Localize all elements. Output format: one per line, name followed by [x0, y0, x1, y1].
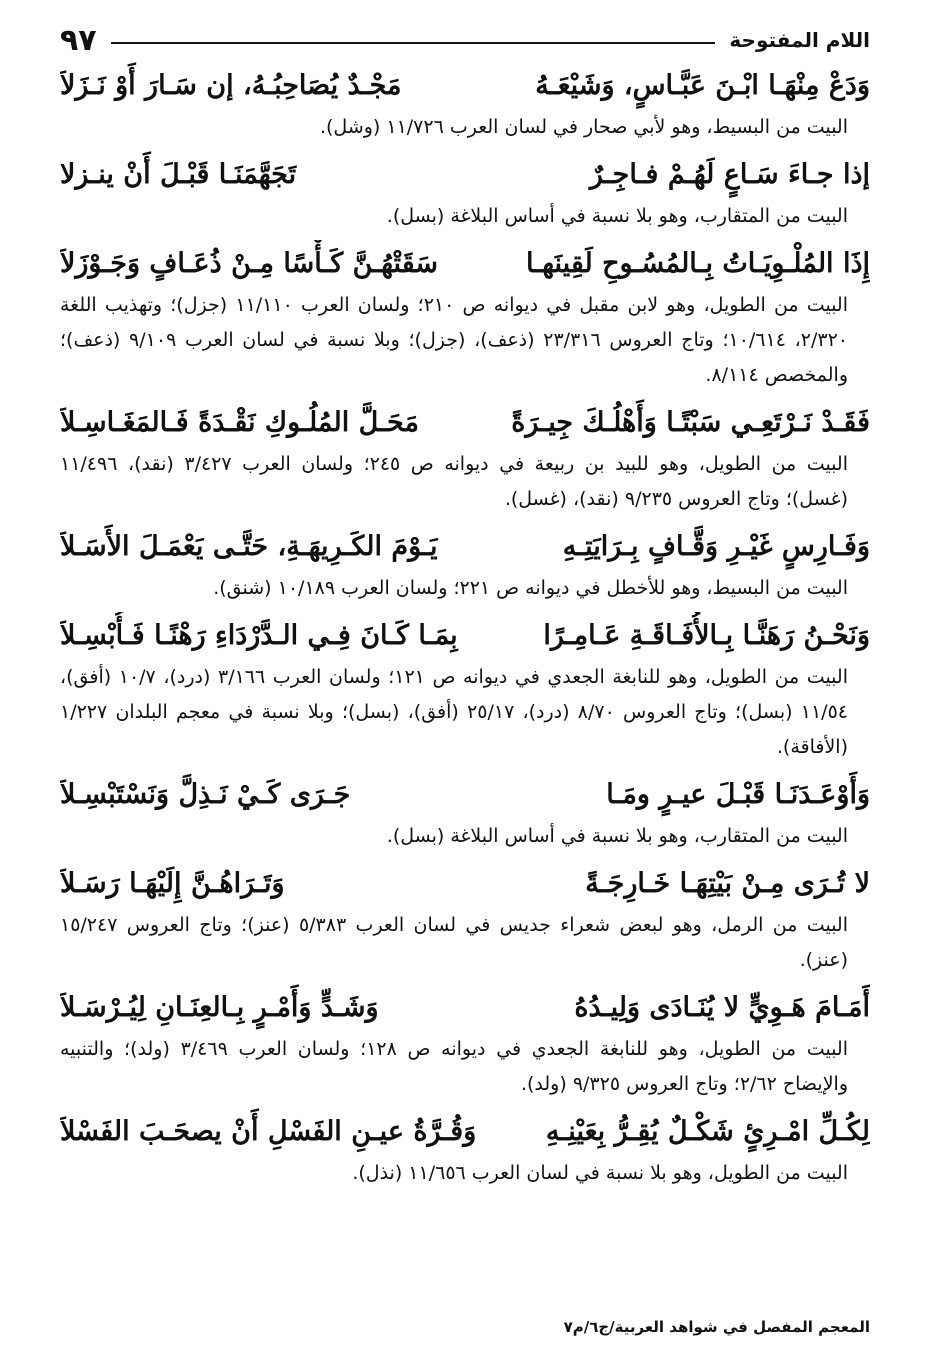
attribution-note: البيت من الطويل، وهو بلا نسبة في لسان العرب ١١/٦٥٦ (نذل). [352, 1162, 848, 1184]
second-hemistich: وَشَـدٍّ وَأَمْـرٍ بِـالعِنَـانِ لِيُـرْسَـلاَ [60, 992, 379, 1023]
second-hemistich: وَتَـرَاهُـنَّ إِلَيْهَـا رَسَـلاَ [60, 868, 285, 899]
second-hemistich: سَقَتْهُـنَّ كَـأْسًا مِـنْ ذُعَـافٍ وَجَـوْزَلاَ [60, 248, 438, 279]
attribution-note: البيت من المتقارب، وهو بلا نسبة في أساس البلاغة (بسل). [386, 825, 848, 847]
first-hemistich: لا تُـرَى مِـنْ بَيْتِهَـا خَـارِجَـةً [585, 868, 870, 899]
first-hemistich: فَقَـدْ نَـرْتَعِـي سَبْتًـا وَأَهْلُـكَ جِيـرَةً [511, 407, 870, 438]
attribution-note: البيت من الطويل، وهو للنابغة الجعدي في ديوانه ص ١٢٨؛ ولسان العرب ٣/٤٦٩ (ولد)؛ والتنبيه والإيضاح ٢/٦٢؛ وتاج العروس ٩/٣٢٥ (ولد). [60, 1038, 848, 1095]
poem-entry [60, 399, 870, 517]
verse-line [60, 612, 870, 660]
verse-line [60, 860, 870, 908]
header-rule [111, 42, 716, 44]
attribution-note: البيت من البسيط، وهو للأخطل في ديوانه ص ٢٢١؛ ولسان العرب ١٠/١٨٩ (شنق). [213, 577, 848, 599]
verse-line [60, 240, 870, 288]
verse-line [60, 399, 870, 447]
poem-entry [60, 612, 870, 765]
verse-line [60, 151, 870, 199]
poem-entry [60, 860, 870, 978]
first-hemistich: أَمَـامَ هَـوِيٍّ لا يُنَـادَى وَلِيـدُهُ [574, 992, 870, 1023]
verse-line [60, 984, 870, 1032]
attribution-note: البيت من الطويل، وهو لابن مقبل في ديوانه ص ٢١٠؛ ولسان العرب ١١/١١٠ (جزل)؛ وتهذيب اللغة ٢/٣٢٠، ١٠/٦١٤؛ وتاج العروس ٢٣/٣١٦ (ذعف)، (جزل)؛ وبلا نسبة في لسان العرب ٩/١٠٩ (ذعف)؛ والمخصص ٨/١١٤. [60, 294, 848, 386]
second-hemistich: مَجْـدٌ يُصَاحِبُـهُ، إن سَـارَ أَوْ نَـزَلاَ [60, 70, 402, 101]
poem-entry [60, 62, 870, 145]
first-hemistich: وَنَحْـنُ رَهَنَّـا بِـالأُفَـاقَـةِ عَـامِـرًا [543, 620, 870, 651]
poem-entry [60, 151, 870, 234]
second-hemistich: جَـرَى كَـيْ نَـذِلَّ وَنَسْتَبْسِـلاَ [60, 779, 351, 810]
book-page [60, 18, 870, 1338]
book-footer-signature: المعجم المفصل في شواهد العربية/ج٦/م٧ [563, 1318, 870, 1336]
second-hemistich: وَقُـرَّةُ عيـنِ الفَسْلِ أَنْ يصحَـبَ الفَسْلاَ [60, 1116, 477, 1147]
second-hemistich: بِمَـا كَـانَ فِـي الـدَّرْدَاءِ رَهْنًـا فَـأُبْسِـلاَ [60, 620, 458, 651]
verse-line [60, 771, 870, 819]
second-hemistich: يَـوْمَ الكَـرِيهَـةِ، حَتَّـى يَعْمَـلَ الأَسَـلاَ [60, 531, 438, 562]
poem-entry [60, 984, 870, 1102]
chapter-title: اللام المفتوحة [729, 28, 870, 52]
first-hemistich: إِذَا المُلْـوِيَـاتُ بِـالمُسُـوحِ لَقِينَهـا [525, 248, 870, 279]
poem-entry [60, 771, 870, 854]
attribution-note: البيت من الرمل، وهو لبعض شعراء جديس في لسان العرب ٥/٣٨٣ (عنز)؛ وتاج العروس ١٥/٢٤٧ (عنز). [60, 914, 848, 971]
second-hemistich: تَجَهَّمَنَـا قَبْـلَ أَنْ ينـزلا [60, 159, 297, 190]
verse-line [60, 523, 870, 571]
attribution-note: البيت من البسيط، وهو لأبي صحار في لسان العرب ١١/٧٢٦ (وشل). [319, 116, 848, 138]
page-header [60, 18, 870, 62]
poem-entry [60, 1108, 870, 1191]
second-hemistich: مَحَـلَّ المُلُـوكِ نَقْـدَةً فَـالمَغَـاسِـلاَ [60, 407, 419, 438]
attribution-note: البيت من المتقارب، وهو بلا نسبة في أساس البلاغة (بسل). [386, 205, 848, 227]
verse-line [60, 1108, 870, 1156]
page-number: ٩٧ [60, 22, 97, 58]
verse-line [60, 62, 870, 110]
first-hemistich: وَدَعْ مِنْهَـا ابْـنَ عَبَّـاسٍ، وَشَيْعَـهُ [535, 70, 870, 101]
attribution-note: البيت من الطويل، وهو للبيد بن ربيعة في ديوانه ص ٢٤٥؛ ولسان العرب ٣/٤٢٧ (نقد)، ١١/٤٩٦ (غسل)؛ وتاج العروس ٩/٢٣٥ (نقد)، (غسل). [60, 453, 848, 510]
entries-list [60, 62, 870, 1191]
first-hemistich: وَفَـارِسٍ غَيْـرِ وَقَّـافٍ بِـرَايَتِـهِ [562, 531, 870, 562]
first-hemistich: لِكُـلِّ امْـرِئٍ شَكْـلٌ يُقِـرُّ بِعَيْنِـهِ [545, 1116, 870, 1147]
poem-entry [60, 240, 870, 393]
first-hemistich: إذا جـاءَ سَـاعٍ لَهُـمْ فـاجِـرٌ [589, 159, 870, 190]
first-hemistich: وَأَوْعَـدَنَـا قَبْـلَ عيـرٍ ومَـا [606, 779, 870, 810]
attribution-note: البيت من الطويل، وهو للنابغة الجعدي في ديوانه ص ١٢١؛ ولسان العرب ٣/١٦٦ (درد)، ١٠/٧ (أفق)، ١١/٥٤ (بسل)؛ وتاج العروس ٨/٧٠ (درد)، ٢٥/١٧ (أفق)، (بسل)؛ وبلا نسبة في معجم البلدان ١/٢٢٧ (الأفاقة). [60, 666, 848, 758]
poem-entry [60, 523, 870, 606]
